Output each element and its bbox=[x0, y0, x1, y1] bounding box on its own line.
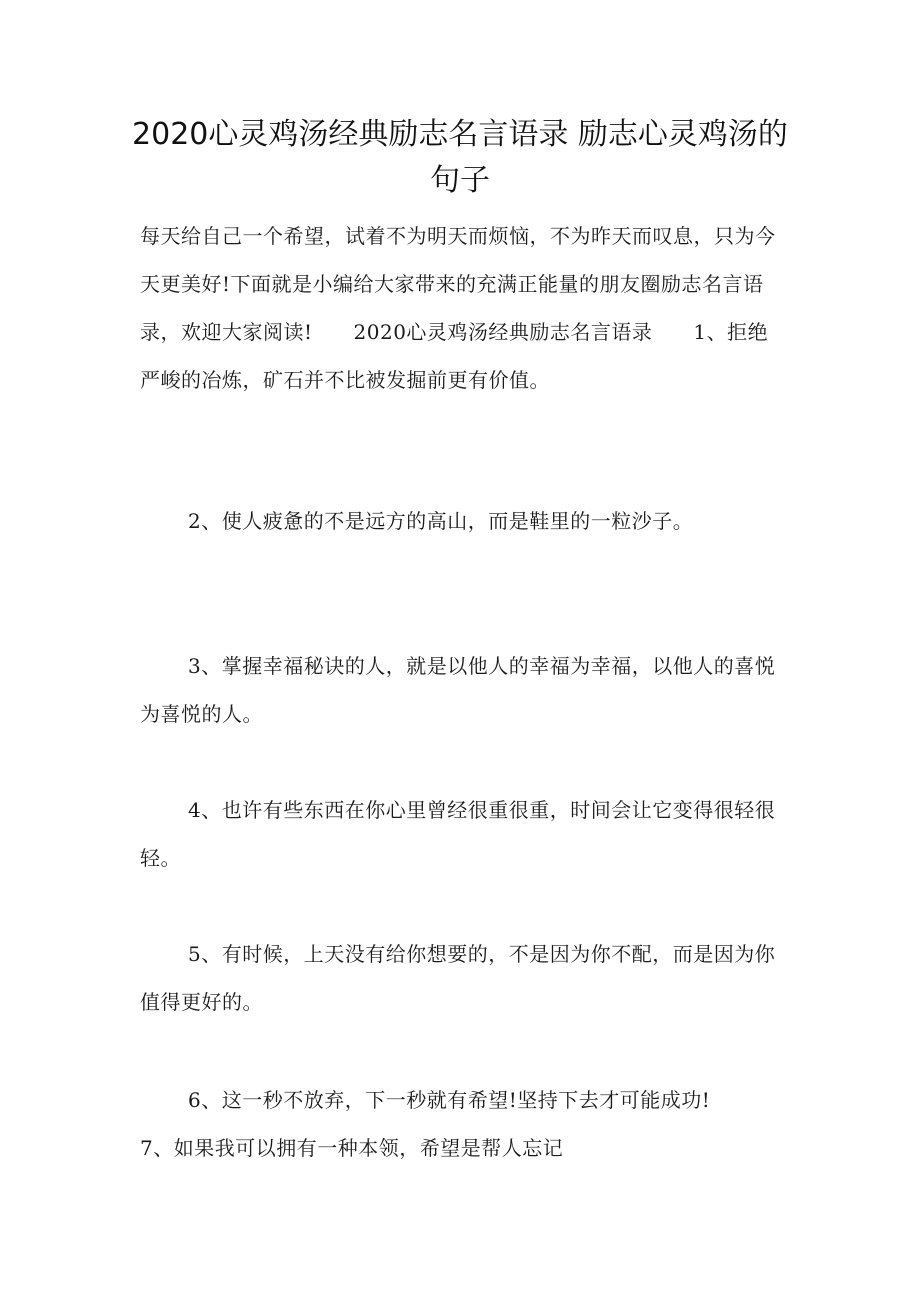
quote-paragraph-6-7: 6、这一秒不放弃，下一秒就有希望!坚持下去才可能成功! 7、如果我可以拥有一种本领，希望是帮人忘记 bbox=[140, 1088, 752, 1160]
intro-paragraph: 每天给自己一个希望，试着不为明天而烦恼，不为昨天而叹息，只为今天更美好!下面就是小编给大家带来的充满正能量的朋友圈励志名言语录，欢迎大家阅读! 2020心灵鸡汤经典励志名言语录 1、拒绝严峻的冶炼，矿石并不比被发掘前更有价值。 bbox=[140, 224, 776, 392]
quote-paragraph-5: 5、有时候，上天没有给你想要的，不是因为你不配，而是因为你值得更好的。 bbox=[140, 942, 776, 1014]
quote-paragraph-4: 4、也许有些东西在你心里曾经很重很重，时间会让它变得很轻很轻。 bbox=[140, 798, 776, 870]
quote-paragraph-3: 3、掌握幸福秘诀的人，就是以他人的幸福为幸福，以他人的喜悦为喜悦的人。 bbox=[140, 654, 776, 726]
quote-paragraph-2: 2、使人疲惫的不是远方的高山，而是鞋里的一粒沙子。 bbox=[188, 509, 694, 533]
document-title: 2020心灵鸡汤经典励志名言语录 励志心灵鸡汤的句子 bbox=[132, 117, 788, 198]
